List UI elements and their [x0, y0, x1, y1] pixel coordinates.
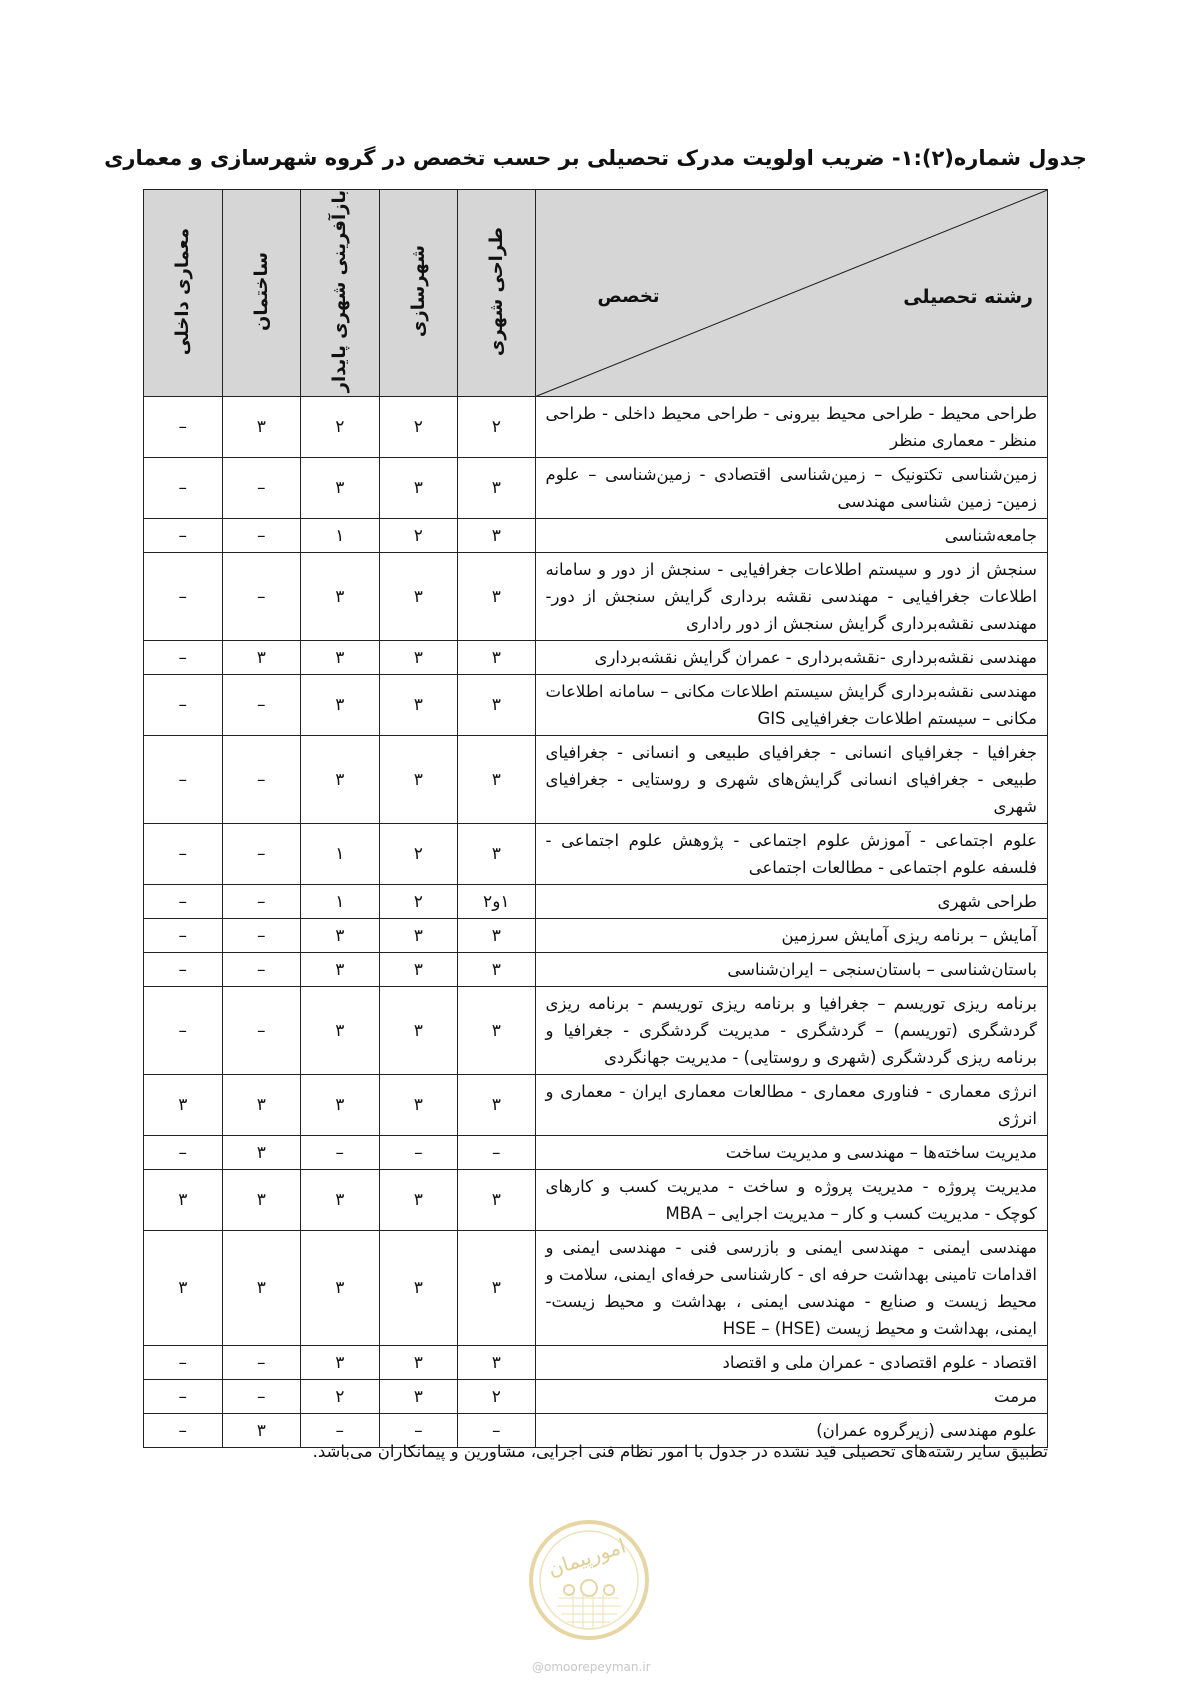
coefficient-table [143, 189, 1048, 1448]
coefficient-cell: ۳ [458, 675, 535, 736]
major-cell: جغرافیا - جغرافیای انسانی - جغرافیای طبیعی و انسانی - جغرافیای طبیعی - جغرافیای انسانی گرایش‌های شهری و روستایی - جغرافیای شهری [535, 736, 1047, 824]
watermark-handle: @omoorepeyman.ir [532, 1660, 651, 1674]
coefficient-cell: – [144, 458, 223, 519]
coefficient-cell: ۳ [301, 987, 380, 1075]
coefficient-cell: ۳ [458, 824, 535, 885]
coefficient-cell: ۳ [301, 458, 380, 519]
major-cell: سنجش از دور و سیستم اطلاعات جغرافیایی - سنجش از دور و سامانه اطلاعات جغرافیایی - مهندسی نقشه برداری گرایش سنجش از دور- مهندسی نقشه‌برداری گرایش سنجش از دور راداری [535, 553, 1047, 641]
coefficient-cell: ۲ [379, 824, 458, 885]
coefficient-cell: – [144, 1380, 223, 1414]
coefficient-cell: ۳ [379, 675, 458, 736]
coefficient-cell: ۳ [222, 1136, 301, 1170]
coefficient-cell: ۱و۲ [458, 885, 535, 919]
coefficient-cell: – [222, 919, 301, 953]
coefficient-cell: – [379, 1136, 458, 1170]
coefficient-cell: – [144, 675, 223, 736]
major-cell: مهندسی نقشه‌برداری گرایش سیستم اطلاعات مکانی – سامانه اطلاعات مکانی – سیستم اطلاعات جغرافیایی GIS [535, 675, 1047, 736]
coefficient-cell: – [144, 824, 223, 885]
table-row [144, 919, 1048, 953]
coefficient-cell: ۳ [301, 1075, 380, 1136]
footnote: تطبیق سایر رشته‌های تحصیلی قید نشده در جدول با امور نظام فنی اجرایی، مشاورین و پیمانکاران می‌باشد. [312, 1442, 1048, 1461]
major-cell: مرمت [535, 1380, 1047, 1414]
coefficient-cell: ۳ [222, 397, 301, 458]
table-row [144, 824, 1048, 885]
coefficient-cell: – [144, 641, 223, 675]
coefficient-cell: ۳ [301, 953, 380, 987]
coefficient-cell: ۳ [379, 919, 458, 953]
coefficient-cell: ۳ [144, 1231, 223, 1346]
coefficient-cell: ۳ [458, 1346, 535, 1380]
major-cell: مهندسی ایمنی - مهندسی ایمنی و بازرسی فنی - مهندسی ایمنی و اقدامات تامینی بهداشت حرفه ای - کارشناسی حرفه‌ای ایمنی، سلامت و محیط زیست و صنایع - مهندسی ایمنی ، بهداشت و محیط زیست- ایمنی، بهداشت و محیط زیست (HSE) – HSE [535, 1231, 1047, 1346]
coefficient-cell: ۳ [458, 1170, 535, 1231]
table-row [144, 519, 1048, 553]
coefficient-cell: ۳ [458, 736, 535, 824]
major-cell: آمایش – برنامه ریزی آمایش سرزمین [535, 919, 1047, 953]
coefficient-cell: ۳ [222, 1170, 301, 1231]
coefficient-cell: ۳ [379, 736, 458, 824]
column-header-urban-planning: شهرسازی [379, 190, 458, 397]
coefficient-cell: ۳ [379, 458, 458, 519]
table-row [144, 736, 1048, 824]
table-row [144, 641, 1048, 675]
coefficient-cell: ۳ [144, 1075, 223, 1136]
coefficient-cell: ۳ [379, 641, 458, 675]
major-cell: مدیریت ساخته‌ها – مهندسی و مدیریت ساخت [535, 1136, 1047, 1170]
coefficient-cell: ۲ [379, 519, 458, 553]
coefficient-cell: – [144, 397, 223, 458]
coefficient-cell: ۳ [379, 553, 458, 641]
coefficient-cell: – [144, 919, 223, 953]
table-title: جدول شماره(۲):۱- ضریب اولویت مدرک تحصیلی بر حسب تخصص در گروه شهرسازی و معماری [104, 146, 1087, 170]
coefficient-cell: ۲ [458, 397, 535, 458]
table-row [144, 553, 1048, 641]
coefficient-cell: ۲ [379, 885, 458, 919]
major-cell: مدیریت پروژه - مدیریت پروژه و ساخت - مدیریت کسب و کارهای کوچک - مدیریت کسب و کار – مدیریت اجرایی – MBA [535, 1170, 1047, 1231]
coefficient-cell: ۳ [458, 987, 535, 1075]
coefficient-cell: – [222, 1346, 301, 1380]
table-row [144, 1346, 1048, 1380]
coefficient-cell: ۳ [458, 458, 535, 519]
coefficient-cell: ۱ [301, 824, 380, 885]
coefficient-cell: ۳ [301, 736, 380, 824]
major-cell: انرژی معماری - فناوری معماری - مطالعات معماری ایران - معماری و انرژی [535, 1075, 1047, 1136]
coefficient-cell: ۳ [301, 919, 380, 953]
coefficient-cell: – [144, 736, 223, 824]
table-row [144, 1231, 1048, 1346]
coefficient-cell: ۲ [379, 397, 458, 458]
coefficient-cell: – [144, 1346, 223, 1380]
coefficient-cell: ۳ [379, 1380, 458, 1414]
coefficient-cell: – [222, 553, 301, 641]
major-cell: باستان‌شناسی – باستان‌سنجی – ایران‌شناسی [535, 953, 1047, 987]
coefficient-cell: – [301, 1136, 380, 1170]
coefficient-cell: – [222, 1380, 301, 1414]
major-cell: مهندسی نقشه‌برداری -نقشه‌برداری - عمران گرایش نقشه‌برداری [535, 641, 1047, 675]
major-cell: اقتصاد - علوم اقتصادی - عمران ملی و اقتصاد [535, 1346, 1047, 1380]
coefficient-cell: ۲ [301, 397, 380, 458]
coefficient-cell: ۲ [301, 1380, 380, 1414]
svg-text:امورپیمان: امورپیمان [544, 1533, 629, 1582]
coefficient-cell: – [458, 1136, 535, 1170]
coefficient-cell: – [458, 1414, 535, 1448]
column-header-urban-design: طراحی شهری [458, 190, 535, 397]
major-cell: طراحی شهری [535, 885, 1047, 919]
major-cell: طراحی محیط - طراحی محیط بیرونی - طراحی محیط داخلی - طراحی منظر - معماری منظر [535, 397, 1047, 458]
coefficient-cell: – [144, 519, 223, 553]
coefficient-cell: ۳ [301, 1231, 380, 1346]
coefficient-cell: – [144, 987, 223, 1075]
coefficient-cell: ۳ [379, 987, 458, 1075]
coefficient-cell: – [222, 675, 301, 736]
major-cell: علوم اجتماعی - آموزش علوم اجتماعی - پژوهش علوم اجتماعی - فلسفه علوم اجتماعی - مطالعات اجتماعی [535, 824, 1047, 885]
coefficient-cell: – [222, 458, 301, 519]
coefficient-cell: ۲ [458, 1380, 535, 1414]
coefficient-cell: ۳ [458, 919, 535, 953]
coefficient-cell: ۳ [379, 1170, 458, 1231]
coefficient-cell: – [222, 953, 301, 987]
table-row [144, 675, 1048, 736]
coefficient-cell: ۳ [379, 1075, 458, 1136]
coefficient-cell: ۳ [222, 641, 301, 675]
coefficient-cell: – [222, 519, 301, 553]
coefficient-cell: ۳ [458, 553, 535, 641]
coefficient-cell: – [222, 736, 301, 824]
coefficient-cell: ۳ [379, 1231, 458, 1346]
coefficient-cell: – [144, 953, 223, 987]
coefficient-cell: ۳ [458, 1231, 535, 1346]
coefficient-cell: ۳ [222, 1075, 301, 1136]
coefficient-cell: ۳ [222, 1414, 301, 1448]
table-row [144, 953, 1048, 987]
coefficient-cell: – [144, 1136, 223, 1170]
table-row [144, 1380, 1048, 1414]
column-header-label: تخصص [597, 286, 660, 307]
coefficient-cell: ۳ [222, 1231, 301, 1346]
coefficient-cell: ۳ [301, 641, 380, 675]
coefficient-cell: – [222, 885, 301, 919]
major-cell: برنامه ریزی توریسم – جغرافیا و برنامه ریزی توریسم - برنامه ریزی گردشگری (توریسم) – گردشگری - مدیریت گردشگری - جغرافیا و برنامه ریزی گردشگری (شهری و روستایی) - مدیریت جهانگردی [535, 987, 1047, 1075]
diagonal-header-cell [535, 190, 1047, 397]
coefficient-cell: ۱ [301, 885, 380, 919]
table-row [144, 1136, 1048, 1170]
coefficient-cell: – [144, 1414, 223, 1448]
column-header-interior-architecture: معماری داخلی [144, 190, 223, 397]
coefficient-cell: ۳ [458, 519, 535, 553]
coefficient-cell: ۳ [458, 1075, 535, 1136]
table-row [144, 1075, 1048, 1136]
table-row [144, 885, 1048, 919]
table-row [144, 458, 1048, 519]
table-row [144, 987, 1048, 1075]
coefficient-cell: ۳ [458, 953, 535, 987]
coefficient-cell: ۳ [301, 553, 380, 641]
coefficient-cell: ۳ [301, 1346, 380, 1380]
coefficient-cell: – [222, 824, 301, 885]
coefficient-cell: ۳ [379, 953, 458, 987]
table-row [144, 1170, 1048, 1231]
seal-logo-icon [527, 1518, 651, 1642]
coefficient-cell: ۳ [144, 1170, 223, 1231]
coefficient-cell: ۳ [458, 641, 535, 675]
coefficient-cell: – [222, 987, 301, 1075]
column-header-urban-regeneration: بازآفرینی شهری پایدار [301, 190, 380, 397]
column-header-building: ساختمان [222, 190, 301, 397]
coefficient-cell: ۳ [301, 675, 380, 736]
coefficient-cell: – [144, 553, 223, 641]
coefficient-cell: ۳ [379, 1346, 458, 1380]
coefficient-cell: – [379, 1414, 458, 1448]
coefficient-cell: ۳ [301, 1170, 380, 1231]
major-cell: زمین‌شناسی تکتونیک – زمین‌شناسی اقتصادی - زمین‌شناسی – علوم زمین- زمین شناسی مهندسی [535, 458, 1047, 519]
coefficient-cell: ۱ [301, 519, 380, 553]
row-header-label: رشته تحصیلی [903, 286, 1033, 308]
major-cell: علوم مهندسی (زیرگروه عمران) [535, 1414, 1047, 1448]
coefficient-cell: – [144, 885, 223, 919]
table-row [144, 397, 1048, 458]
major-cell: جامعه‌شناسی [535, 519, 1047, 553]
coefficient-cell: – [301, 1414, 380, 1448]
